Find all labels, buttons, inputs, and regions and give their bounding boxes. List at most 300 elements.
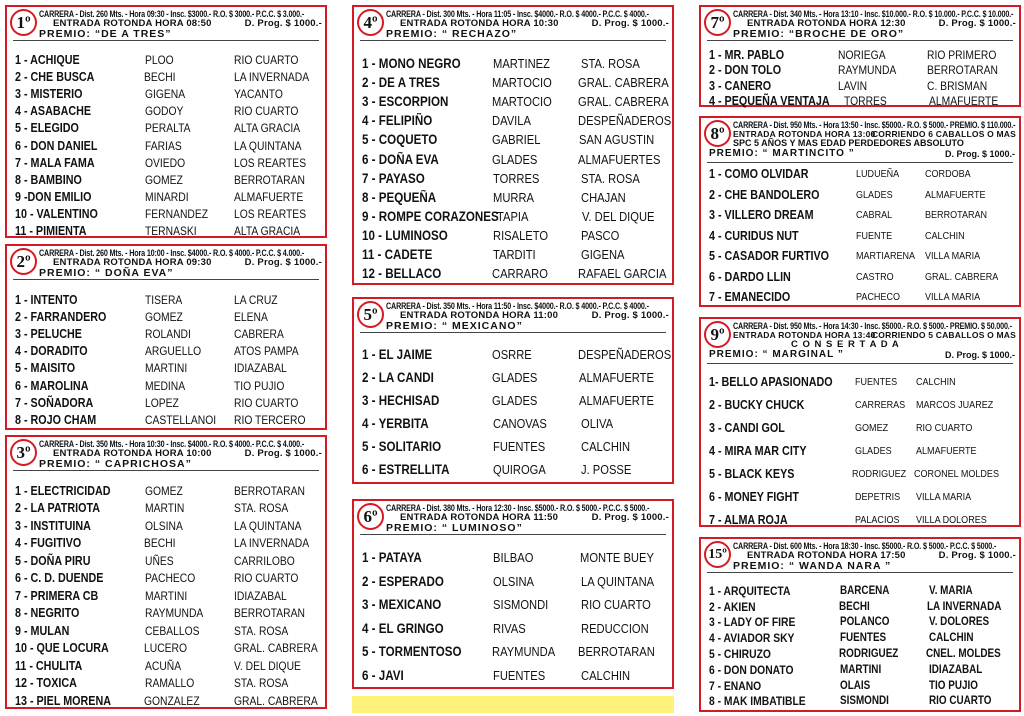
race-card-15 [699,537,1021,712]
jockey-name: FUENTES [493,667,546,683]
town-name: RIO CUARTO [928,695,992,708]
horse-name: 8 - PEQUEÑA [362,189,437,205]
entry-row [362,546,666,570]
jockey-name: GLADES [492,370,538,385]
race-condition: SPC 5 AÑOS Y MAS EDAD PERDEDORES ABSOLUTO [733,138,964,148]
race-number-badge: 7º [704,9,731,36]
jockey-name: GOMEZ [144,172,183,187]
jockey-name: CARRERAS [855,398,906,411]
race-details: CARRERA - Dist. 350 Mts. - Hora 11:50 - Insc. $4000.- R.O. $ 4000.- P.C.C. $ 4000.- [386,301,649,311]
town-name: ALMAFUERTE [929,94,999,109]
race-card-4 [352,5,674,285]
town-name: GRAL. CABRERA [924,270,999,283]
entries-list [362,54,672,283]
horse-name: 7 - MALA FAMA [15,155,95,170]
jockey-name: SISMONDI [493,597,549,613]
town-name: DESPEÑADEROS [578,113,672,129]
entrada-condition: CORRIENDO 6 CABALLOS O MAS [871,129,1016,139]
horse-name: 4 - FELIPIÑO [362,113,433,129]
jockey-name: CASTRO [856,270,894,283]
horse-name: 11 - CHULITA [15,658,83,673]
town-name: V. DEL DIQUE [234,658,302,673]
entry-row [709,599,1013,615]
horse-name: 11 - CADETE [362,246,433,262]
race-prize-title: PREMIO: “ MEXICANO” [386,320,523,332]
race-prize-title: PREMIO: “ MARTINCITO ” [709,148,855,159]
entries-list [362,343,672,481]
town-name: LOS REARTES [234,155,307,170]
horse-name: 3 - MEXICANO [362,597,442,613]
horse-name: 8 - ROJO CHAM [15,412,97,427]
jockey-name: RIVAS [493,620,526,636]
jockey-name: MARTINI [144,361,187,376]
jockey-name: OLAIS [840,679,871,692]
jockey-name: BECHI [839,600,870,613]
horse-name: 8 - MAK IMBATIBLE [709,694,806,709]
jockey-name: ROLANDI [144,326,191,341]
jockey-name: RAYMUNDA [144,606,203,621]
horse-name: 3 - VILLERO DREAM [709,208,814,223]
jockey-name: MARTOCIO [491,94,552,110]
entry-row [709,78,1013,94]
entry-row [709,462,1013,485]
entries-list [709,583,1013,709]
race-prize-title: PREMIO: “ LUMINOSO” [386,522,523,534]
jockey-name: GODOY [144,104,183,119]
town-name: V. MARIA [928,584,973,597]
town-name: LA QUINTANA [234,518,302,533]
race-number-badge: 9º [704,321,731,348]
town-name: CABRERA [234,326,285,341]
town-name: C. BRISMAN [926,78,987,93]
horse-name: 2 - LA PATRIOTA [15,501,101,516]
entry-row [15,535,319,553]
town-name: OLIVA [580,416,613,431]
horse-name: 5 - CHIRUZO [709,647,771,662]
header-divider [13,279,319,280]
entry-row [15,291,319,308]
jockey-name: MARTIN [144,501,184,516]
race-details: CARRERA - Dist. 300 Mts. - Hora 11:05 - Insc. $4000.- R.O. $ 4000.- P.C.C. $ 4000.- [386,9,649,19]
town-name: STA. ROSA [580,170,640,186]
jockey-name: UÑES [144,553,174,568]
town-name: LA INVERNADA [234,69,310,84]
entry-row [15,189,319,206]
entry-row [709,164,1013,185]
jockey-name: ACUÑA [144,658,181,673]
horse-name: 1 - ELECTRICIDAD [15,483,111,498]
race-card-7 [699,5,1021,107]
horse-name: 3 - INSTITUINA [15,518,91,533]
horse-name: 7 - SOÑADORA [15,395,94,410]
town-name: PASCO [580,227,619,243]
race-number-badge: 15º [704,541,731,568]
jockey-name: TISERA [144,292,182,307]
horse-name: 8 - BAMBINO [15,172,82,187]
town-name: ALMAFUERTE [924,188,986,201]
jockey-name: BILBAO [492,550,534,566]
entrada-text: ENTRADA ROTONDA HORA 10:30 [400,18,559,29]
jockey-name: FUENTES [855,375,898,388]
town-name: BERROTARAN [578,644,655,660]
horse-name: 5 - DOÑA PIRU [15,553,91,568]
horse-name: 2 - CHE BUSCA [15,69,95,84]
entry-row [15,51,319,68]
town-name: IDIAZABAL [234,588,288,603]
jockey-name: BECHI [144,536,176,551]
horse-name: 1 - MR. PABLO [709,47,785,62]
entries-list [709,370,1013,531]
horse-name: 2 - ESPERADO [362,573,444,589]
entry-row [15,360,319,377]
jockey-name: GLADES [491,151,537,167]
horse-name: 3 - ESCORPION [362,94,449,110]
race-prize-title: PREMIO: “ MARGINAL ” [709,349,844,360]
entry-row [15,154,319,171]
entries-list [362,546,666,687]
race-number-badge: 2º [10,248,37,275]
entry-row [15,103,319,120]
jockey-name: CANOVAS [493,416,547,431]
entry-row [15,482,319,500]
entry-row [362,412,666,435]
entrada-text: ENTRADA ROTONDA HORA 13:40 [733,330,876,340]
jockey-name: BECHI [144,69,176,84]
town-name: CNEL. MOLDES [926,648,1001,661]
prog-amount: D. Prog. $ 1000.- [591,310,669,321]
horse-name: 4 - YERBITA [362,416,429,431]
horse-name: 7 - PAYASO [362,170,425,186]
town-name: GIGENA [580,246,625,262]
race-details: CARRERA - Dist. 950 Mts. - Hora 13:50 - Insc. $5000.- R.O. $ 5000.- PREMIO. $ 110.000.- [733,120,1016,130]
horse-name: 1 - COMO OLVIDAR [709,167,809,182]
jockey-name: MARTIARENA [856,250,916,263]
jockey-name: PLOO [144,52,174,67]
entrada-text: ENTRADA ROTONDA HORA 11:50 [400,512,559,523]
header-divider [13,40,319,41]
jockey-name: RAYMUNDA [838,63,897,78]
entry-row [709,583,1013,599]
town-name: V. DOLORES [928,616,989,629]
race-prize-title: PREMIO: “BROCHE DE ORO” [733,28,905,40]
town-name: RIO PRIMERO [926,47,997,62]
town-name: ALMAFUERTES [578,151,661,167]
entry-row [15,223,319,240]
race-details: CARRERA - Dist. 340 Mts. - Hora 13:10 - Insc. $10.000.- R.O. $ 10.000.- P.C.C. $ 10.000.- [733,9,1014,19]
horse-name: 1 - PATAYA [362,550,422,566]
horse-name: 5 - COQUETO [362,132,438,148]
entry-row [15,587,319,605]
jockey-name: GLADES [855,444,892,457]
jockey-name: GONZALEZ [144,693,201,708]
header-divider [707,162,1013,163]
entry-row [362,389,666,412]
town-name: STA. ROSA [234,676,289,691]
jockey-name: FARIAS [144,138,182,153]
entry-row [709,630,1013,646]
race-details: CARRERA - Dist. 350 Mts. - Hora 10:30 - Insc. $4000.- R.O. $ 4000.- P.C.C. $ 4.000.- [39,439,305,449]
town-name: BERROTARAN [926,63,998,78]
entry-row [15,640,319,658]
entry-row [362,111,672,130]
town-name: GRAL. CABRERA [234,641,318,656]
town-name: VILLA MARIA [924,250,980,263]
town-name: GRAL. CABRERA [578,94,669,110]
jockey-name: GOMEZ [144,483,183,498]
horse-name: 5 - TORMENTOSO [362,644,462,660]
entry-row [15,206,319,223]
jockey-name: RISALETO [493,227,549,243]
race-card-2 [5,244,327,430]
horse-name: 4 - EL GRINGO [362,620,444,636]
entries-list [15,482,319,710]
jockey-name: SISMONDI [840,695,890,708]
entry-row [15,605,319,623]
town-name: CALCHIN [580,667,630,683]
entry-row [15,308,319,325]
horse-name: 6 - C. D. DUENDE [15,571,104,586]
entrada-text: ENTRADA ROTONDA HORA 08:50 [53,18,212,29]
race-details: CARRERA - Dist. 260 Mts. - Hora 10:00 - Insc. $4000.- R.O. $ 4000.- P.C.C. $ 4.000.- [39,248,305,258]
horse-name: 2 - DON TOLO [709,63,782,78]
jockey-name: TAPIA [497,208,529,224]
entry-row [15,675,319,693]
horse-name: 4 - PEQUEÑA VENTAJA [709,94,830,109]
jockey-name: ARGUELLO [144,344,201,359]
jockey-name: OLSINA [493,573,535,589]
prog-amount: D. Prog. $ 1000.- [244,18,322,29]
jockey-name: GLADES [492,393,538,408]
jockey-name: GABRIEL [491,132,541,148]
entries-list [15,291,319,429]
horse-name: 7 - PRIMERA CB [15,588,99,603]
entry-row [362,149,666,168]
horse-name: 4 - DORADITO [15,344,88,359]
prog-amount: D. Prog. $ 1000.- [938,550,1016,561]
race-prize-title: PREMIO: “ DOÑA EVA” [39,267,174,279]
horse-name: 4 - FUGITIVO [15,536,82,551]
horse-name: 12 - TOXICA [15,676,77,691]
horse-name: 10 - VALENTINO [15,207,98,222]
horse-name: 1 - EL JAIME [362,347,433,362]
entry-row [15,500,319,518]
entry-row [15,622,319,640]
town-name: ALMAFUERTE [234,190,304,205]
town-name: CHAJAN [580,189,626,205]
entry-row [15,120,319,137]
town-name: RIO CUARTO [234,104,299,119]
entry-row [15,137,319,154]
town-name: ALMAFUERTE [578,393,654,408]
jockey-name: GLADES [856,188,893,201]
race-details: CARRERA - Dist. 950 Mts. - Hora 14:30 - Insc. $5000.- R.O. $ 5000.- PREMIO. $ 50.000.- [733,321,1012,331]
race-number-badge: 3º [10,439,37,466]
horse-name: 2 - FARRANDERO [15,309,107,324]
horse-name: 3 - HECHISAD [362,393,440,408]
horse-name: 6 - DOÑA EVA [362,151,439,167]
entries-list [709,164,1013,308]
town-name: YACANTO [234,86,284,101]
entry-row [709,63,1013,79]
entry-row [362,664,666,688]
town-name: RIO CUARTO [234,52,299,67]
entry-row [709,393,1013,416]
town-name: ALTA GRACIA [234,224,301,239]
prog-amount: D. Prog. $ 1000.- [944,149,1015,159]
horse-name: 4 - MIRA MAR CITY [709,443,807,458]
entries-list [709,47,1013,109]
race-prize-title: PREMIO: “ RECHAZO” [386,28,518,40]
entrada-text: ENTRADA ROTONDA HORA 11:00 [400,310,559,321]
horse-name: 4 - AVIADOR SKY [709,631,795,646]
entry-row [362,207,666,226]
horse-name: 1 - ARQUITECTA [709,583,791,598]
town-name: VILLA MARIA [924,291,980,304]
jockey-name: TORRES [844,94,887,109]
entry-row [709,416,1013,439]
jockey-name: LOPEZ [144,395,179,410]
header-divider [707,363,1013,364]
town-name: ATOS PAMPA [234,344,299,359]
entries-list [15,51,319,240]
town-name: ALMAFUERTE [915,444,977,457]
town-name: ALTA GRACIA [234,121,301,136]
jockey-name: PERALTA [144,121,191,136]
horse-name: 3 - MISTERIO [15,86,83,101]
race-number-badge: 1º [10,9,37,36]
entrada-text: ENTRADA ROTONDA HORA 09:30 [53,257,212,268]
horse-name: 12 - BELLACO [362,266,442,282]
entry-row [15,570,319,588]
entry-row [362,130,666,149]
jockey-name: LUCERO [144,641,188,656]
town-name: STA. ROSA [234,623,289,638]
town-name: CALCHIN [580,439,630,454]
town-name: STA. ROSA [580,56,640,72]
entry-row [15,68,319,85]
entry-row [362,245,666,264]
jockey-name: CARRARO [491,266,548,282]
town-name: LOS REARTES [234,207,307,222]
entry-row [15,325,319,342]
town-name: RIO CUARTO [915,421,972,434]
jockey-name: QUIROGA [493,462,546,477]
entry-row [15,394,319,411]
race-number-badge: 5º [357,301,384,328]
entry-row [709,246,1013,267]
prog-amount: D. Prog. $ 1000.- [244,448,322,459]
horse-name: 7 - ALMA ROJA [709,512,788,527]
jockey-name: MARTOCIO [491,75,552,91]
jockey-name: PALACIOS [855,513,900,526]
race-prize-title: PREMIO: “DE A TRES” [39,28,172,40]
entry-row [709,662,1013,678]
horse-name: 5 - BLACK KEYS [709,466,795,481]
town-name: IDIAZABAL [928,663,982,676]
entry-row [709,485,1013,508]
horse-name: 5 - SOLITARIO [362,439,442,454]
entry-row [362,264,666,283]
town-name: V. DEL DIQUE [581,208,655,224]
town-name: IDIAZABAL [234,361,288,376]
horse-name: 3 - CANDI GOL [709,420,785,435]
town-name: LA CRUZ [234,292,278,307]
town-name: STA. ROSA [234,501,289,516]
horse-name: 9 - ROMPE CORAZONES [362,208,499,224]
entry-row [15,517,319,535]
horse-name: 6 - MONEY FIGHT [709,489,799,504]
town-name: RIO CUARTO [234,571,299,586]
entry-row [362,92,669,111]
entry-row [15,657,319,675]
jockey-name: FUENTES [840,632,887,645]
race-number-badge: 6º [357,503,384,530]
entry-row [15,692,319,710]
town-name: GRAL. CABRERA [578,75,669,91]
town-name: CALCHIN [924,229,965,242]
race-card-9 [699,317,1021,527]
town-name: LA QUINTANA [580,573,654,589]
horse-name: 6 - MAROLINA [15,378,89,393]
town-name: GRAL. CABRERA [234,693,318,708]
entry-row [709,267,1013,288]
horse-name: 6 - ESTRELLITA [362,462,450,477]
entry-row [709,370,1013,393]
horse-name: 3 - CANERO [709,78,772,93]
entry-row [362,54,666,73]
horse-name: 7 - ENANO [709,678,762,693]
header-divider [360,534,666,535]
entrada-text: ENTRADA ROTONDA HORA 17:50 [747,550,906,561]
race-number-badge: 8º [704,120,731,147]
horse-name: 5 - ELEGIDO [15,121,79,136]
horse-name: 6 - DON DANIEL [15,138,98,153]
prog-amount: D. Prog. $ 1000.- [938,18,1016,29]
race-prize-title: PREMIO: “ WANDA NARA ” [733,560,892,572]
jockey-name: POLANCO [840,616,890,629]
jockey-name: NORIEGA [838,47,887,62]
town-name: TIO PUJIO [234,378,285,393]
entrada-text: ENTRADA ROTONDA HORA 13:00 [733,129,876,139]
entry-row [709,47,1013,63]
town-name: BERROTARAN [234,483,306,498]
entry-row [362,343,672,366]
horse-name: 2 - LA CANDI [362,370,434,385]
race-card-5 [352,297,674,484]
entry-row [15,171,319,188]
jockey-name: OLSINA [144,518,183,533]
horse-name: 1 - MONO NEGRO [362,56,461,72]
jockey-name: RODRIGUEZ [838,648,899,661]
entry-row [709,678,1013,694]
town-name: RIO CUARTO [234,395,299,410]
horse-name: 7 - EMANECIDO [709,290,791,305]
race-card-1 [5,5,327,238]
jockey-name: FERNANDEZ [144,207,208,222]
horse-name: 10 - QUE LOCURA [15,641,109,656]
town-name: VILLA MARIA [915,490,971,503]
race-condition: C O N S E R T A D A [791,339,900,350]
horse-name: 11 - PIMIENTA [15,224,87,239]
entry-row [362,226,666,245]
header-divider [707,40,1013,41]
horse-name: 5 - CASADOR FURTIVO [709,249,830,264]
race-number-badge: 4º [357,9,384,36]
jockey-name: MEDINA [144,378,185,393]
horse-name: 1 - ACHIQUE [15,52,80,67]
entry-row [709,646,1013,662]
header-divider [707,572,1013,573]
